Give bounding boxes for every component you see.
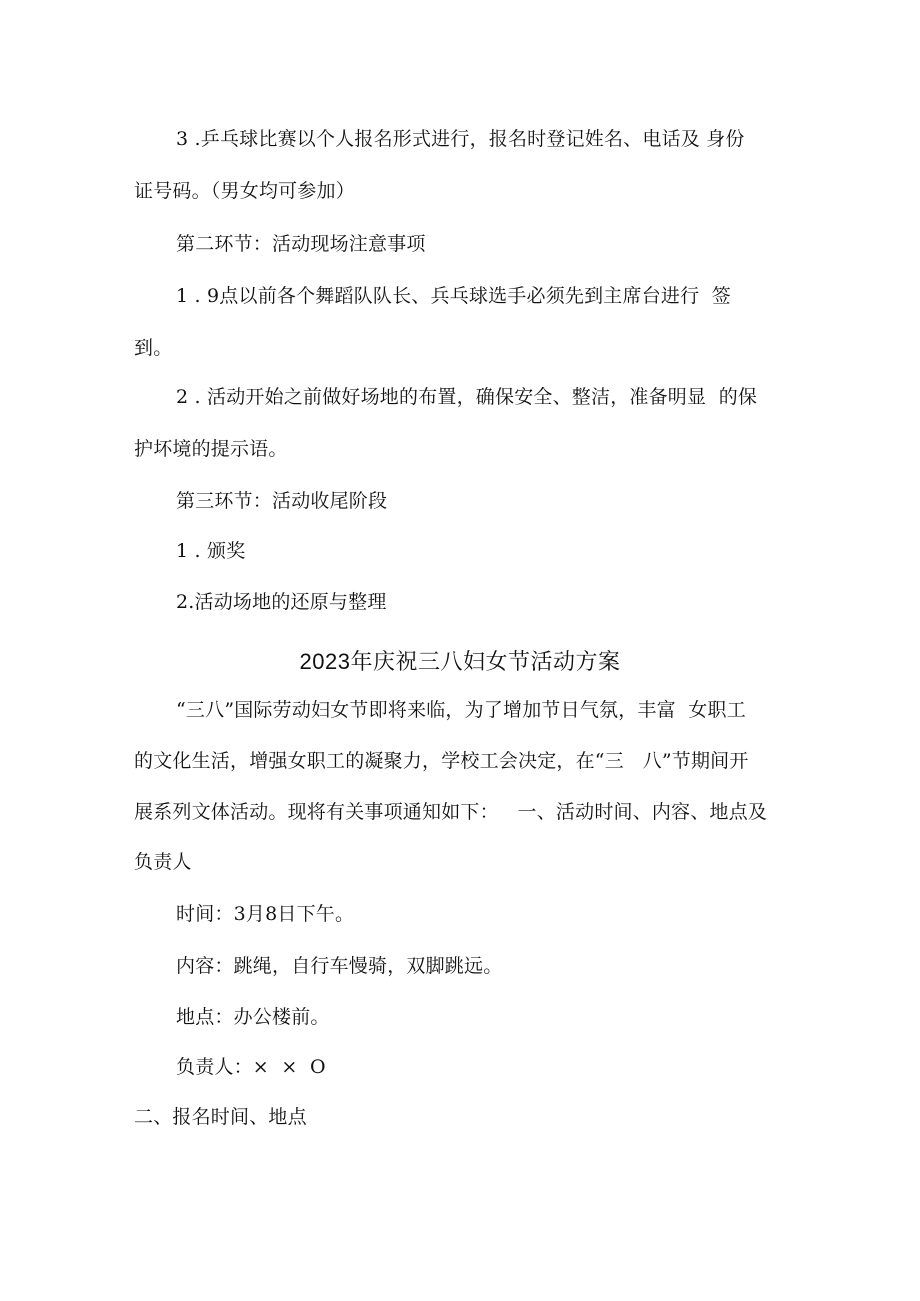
document-title: 2023年庆祝三八妇女节活动方案 — [299, 649, 621, 674]
list-item: 1 . 颁奖 — [176, 540, 246, 562]
detail-line-person: 负责人：× × O — [176, 1056, 326, 1078]
paragraph-line: 的文化生活，增强女职工的凝聚力，学校工会决定，在“三 八”节期间开 — [134, 750, 749, 772]
detail-line-content: 内容：跳绳，自行车慢骑，双脚跳远。 — [176, 955, 503, 977]
section-heading: 二、报名时间、地点 — [134, 1106, 307, 1128]
paragraph-line: 展系列文体活动。现将有关事项通知如下： 一、活动时间、内容、地点及 — [134, 801, 768, 823]
paragraph-line: 1 . 9点以前各个舞蹈队队长、兵乓球选手必须先到主席台进行 签 — [176, 285, 731, 307]
detail-line-location: 地点：办公楼前。 — [176, 1006, 330, 1028]
paragraph-line: 到。 — [134, 337, 173, 359]
paragraph-line: “三八”国际劳动妇女节即将来临，为了增加节日气氛，丰富 女职工 — [176, 699, 746, 721]
paragraph-line: 2 . 活动开始之前做好场地的布置，确保安全、整洁，准备明显 的保 — [176, 386, 758, 408]
paragraph-line: 负责人 — [134, 851, 192, 873]
paragraph-line: 证号码。（男女均可参加） — [134, 180, 355, 202]
paragraph-line: 3 .乒乓球比赛以个人报名形式进行，报名时登记姓名、电话及 身份 — [176, 128, 745, 150]
detail-line-time: 时间：3月8日下午。 — [176, 903, 355, 925]
section-heading: 第二环节：活动现场注意事项 — [176, 233, 426, 255]
paragraph-line: 护坏境的提示语。 — [134, 438, 288, 460]
section-heading: 第三环节：活动收尾阶段 — [176, 490, 388, 512]
list-item: 2.活动场地的还原与整理 — [176, 591, 387, 613]
